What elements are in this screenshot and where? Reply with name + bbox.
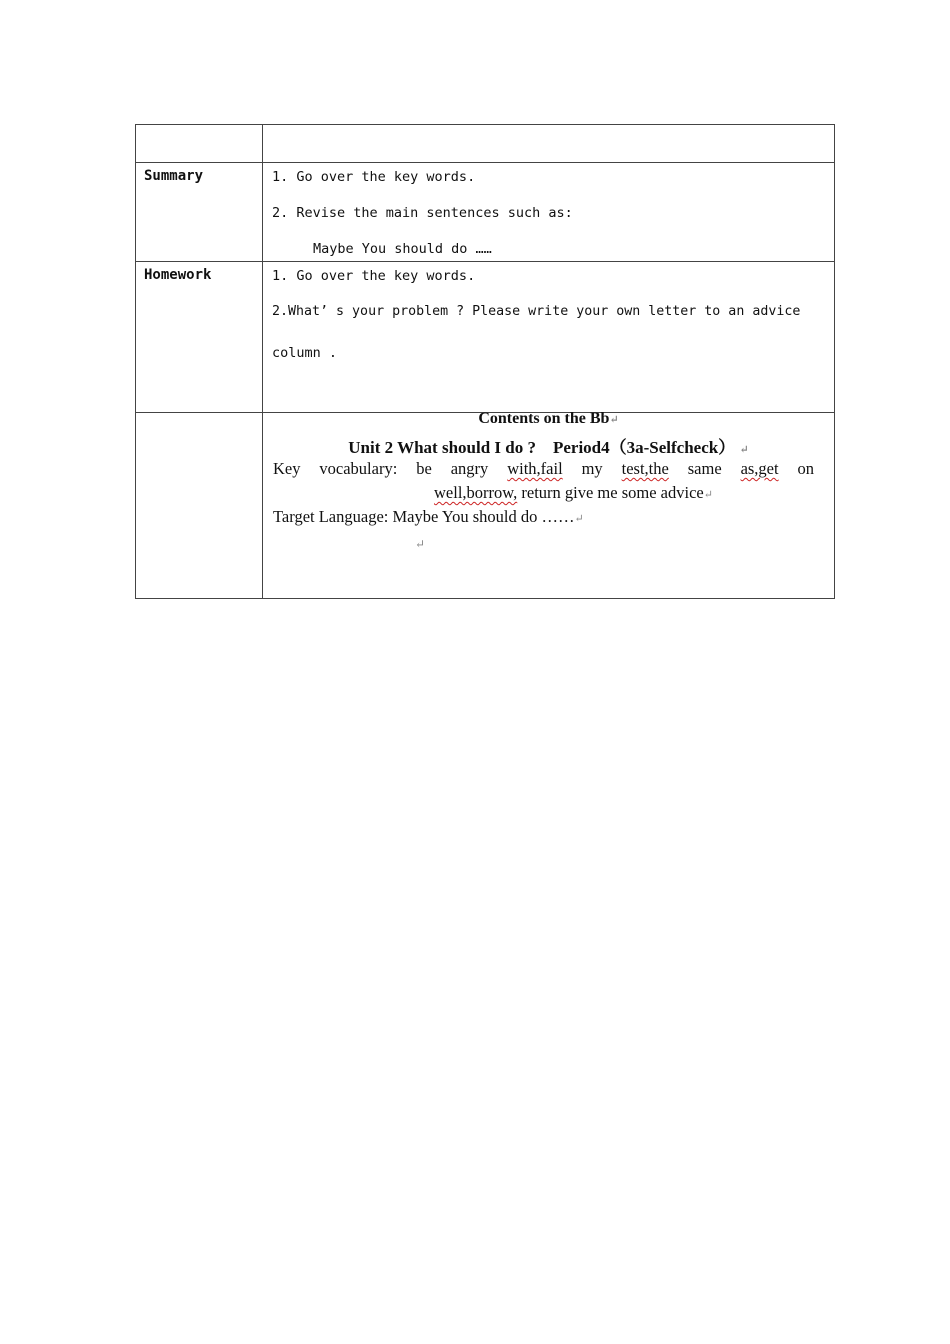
homework-item-3: column . xyxy=(272,345,338,361)
key-vocabulary-line-2: well,borrow, return give me some advice↵ xyxy=(434,483,713,502)
paragraph-mark-icon: ↵ xyxy=(739,444,749,456)
target-language-line: Target Language: Maybe You should do ……↵ xyxy=(273,507,584,526)
homework-label: Homework xyxy=(144,267,212,283)
homework-item-1: 1. Go over the key words. xyxy=(272,268,476,284)
summary-item-3: Maybe You should do …… xyxy=(313,241,492,257)
row1-label-cell xyxy=(136,125,263,163)
table-row xyxy=(136,163,835,262)
summary-content-cell xyxy=(263,163,835,262)
table-row xyxy=(136,413,835,599)
blackboard-label-cell xyxy=(136,413,263,599)
summary-label: Summary xyxy=(144,168,204,184)
period-label: Period4（3a-Selfcheck） xyxy=(552,438,736,457)
table-row xyxy=(136,262,835,413)
paragraph-mark-icon: ↵ xyxy=(609,414,619,426)
homework-content-cell xyxy=(263,262,835,413)
key-vocabulary-line: Key vocabulary: be angry with,fail my test,the same as,get on xyxy=(273,459,815,478)
homework-item-2: 2.What’ s your problem ? Please write your own letter to an advice xyxy=(272,304,801,319)
blackboard-heading: Contents on the Bb xyxy=(478,410,610,427)
paragraph-mark-icon: ↵ xyxy=(574,513,584,525)
paragraph-mark-icon: ↵ xyxy=(703,489,713,501)
summary-label-cell xyxy=(136,163,263,262)
table-row xyxy=(136,125,835,163)
lesson-table xyxy=(135,124,835,599)
unit-title: Unit 2 What should I do ? xyxy=(348,438,536,457)
row1-content-cell xyxy=(263,125,835,163)
homework-label-cell xyxy=(136,262,263,413)
summary-item-1: 1. Go over the key words. xyxy=(272,169,476,185)
blackboard-content-cell xyxy=(263,410,835,599)
paragraph-mark-icon: ↵ xyxy=(415,537,426,551)
summary-item-2: 2. Revise the main sentences such as: xyxy=(272,205,573,221)
